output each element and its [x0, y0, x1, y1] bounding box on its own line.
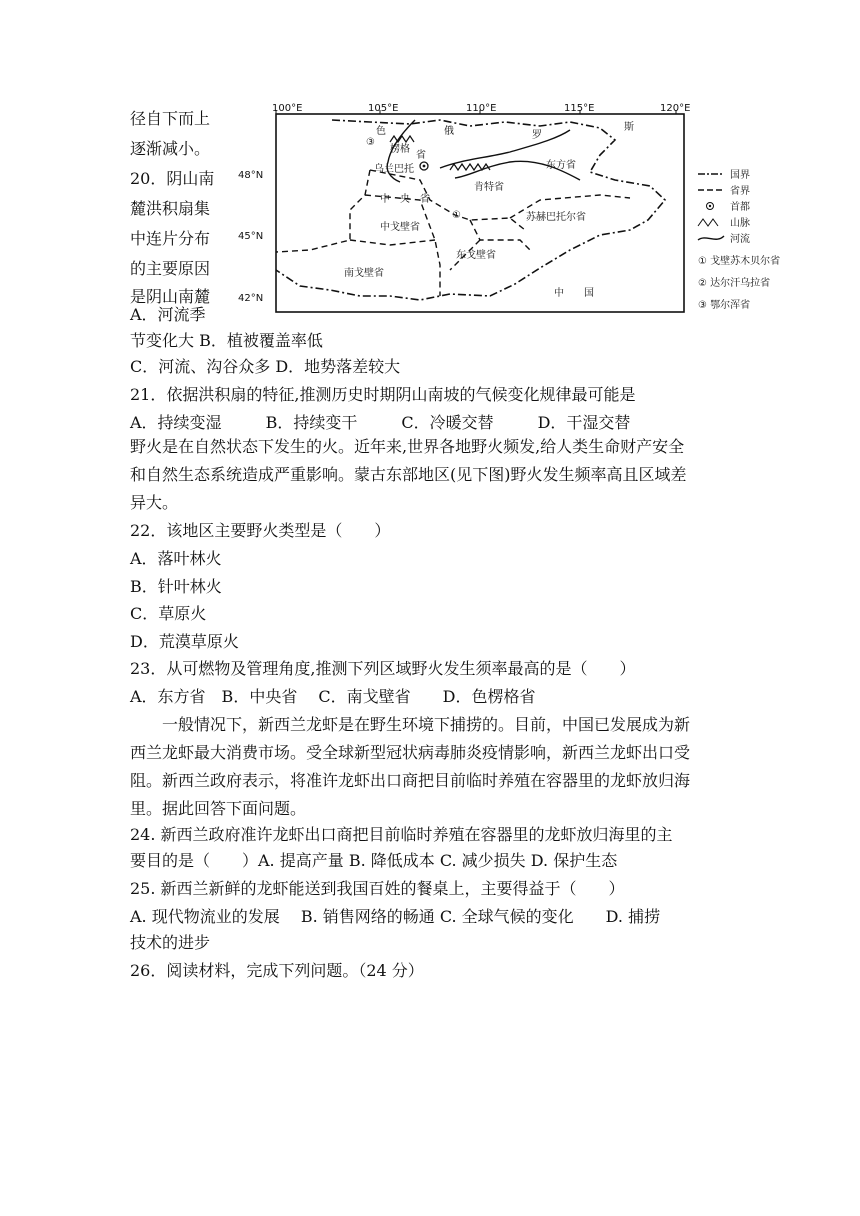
- passage2-line4: 里。据此回答下面问题。: [130, 799, 307, 818]
- q20-line3: C．河流、沟谷众多 D．地势落差较大: [130, 357, 401, 376]
- passage2-line3: 阻。新西兰政府表示，将准许龙虾出口商把目前临时养殖在容器里的龙虾放归海: [130, 771, 691, 790]
- q20-option-a: A．河流季: [130, 305, 206, 324]
- q20-line2: 节变化大 B．植被覆盖率低: [130, 331, 323, 350]
- q20-stem-5: 是阴山南麓: [130, 287, 211, 306]
- label-dongfang: 东方省: [546, 160, 576, 171]
- label-m1: ①: [452, 210, 461, 221]
- lon-label-120: 120°E: [660, 103, 691, 114]
- q21-option-d: D．干湿交替: [537, 413, 631, 432]
- q25-line3: 技术的进步: [130, 933, 211, 952]
- label-ulaanbaatar: 乌兰巴托: [374, 164, 414, 175]
- label-m3: ③: [366, 137, 375, 148]
- lon-label-105: 105°E: [368, 103, 399, 114]
- q21-stem: 21．依据洪积扇的特征,推测历史时期阴山南坡的气候变化规律最可能是: [130, 385, 636, 404]
- note-1: ① 戈壁苏木贝尔省: [698, 256, 781, 267]
- q19-tail-line2: 逐渐减小。: [130, 139, 211, 158]
- legend-mountain: 山脉: [730, 218, 750, 229]
- mongolia-map: [238, 100, 781, 320]
- label-donggobi: 东戈壁省: [456, 250, 496, 261]
- label-luo: 罗: [532, 130, 542, 141]
- q25-stem: 25. 新西兰新鲜的龙虾能送到我国百姓的餐桌上，主要得益于（ ）: [130, 879, 625, 898]
- q21-option-a: A．持续变湿: [130, 413, 222, 432]
- lat-label-48: 48°N: [238, 170, 264, 181]
- q22-option-b: B．针叶林火: [130, 577, 222, 596]
- passage1-line1: 野火是在自然状态下发生的火。近年来,世界各地野火频发,给人类生命财产安全: [130, 437, 685, 456]
- lon-label-115: 115°E: [564, 103, 595, 114]
- river-icon: [698, 236, 724, 240]
- label-si: 斯: [624, 122, 634, 133]
- legend-capital: 首都: [730, 202, 750, 213]
- passage1-line3: 异大。: [130, 493, 179, 512]
- lon-label-100: 100°E: [272, 103, 303, 114]
- q23-stem: 23．从可燃物及管理角度,推测下列区域野火发生须率最高的是（ ）: [130, 659, 636, 678]
- legend-border: 国界: [730, 170, 750, 181]
- q22-option-c: C．草原火: [130, 604, 207, 623]
- passage2-line2: 西兰龙虾最大消费市场。受全球新型冠状病毒肺炎疫情影响，新西兰龙虾出口受: [130, 743, 691, 762]
- q20-stem-4: 的主要原因: [130, 259, 211, 278]
- label-zhonggobi: 中戈壁省: [380, 222, 420, 233]
- label-selenge: 楞格: [390, 144, 410, 155]
- label-se: 色: [376, 126, 386, 137]
- passage2-line1: 一般情况下，新西兰龙虾是在野生环境下捕捞的。目前，中国已发展成为新: [162, 715, 691, 734]
- legend-river: 河流: [730, 234, 750, 245]
- label-sukhbaatar: 苏赫巴托尔省: [526, 212, 586, 223]
- lat-label-42: 42°N: [238, 293, 264, 304]
- q21-option-c: C．冷暖交替: [401, 413, 494, 432]
- mountain-icon: [698, 219, 718, 226]
- q20-stem-1: 20．阴山南: [130, 169, 215, 188]
- lat-label-45: 45°N: [238, 231, 264, 242]
- passage1-line2: 和自然生态系统造成严重影响。蒙古东部地区(见下图)野火发生频率高且区域差: [130, 465, 687, 484]
- lon-label-110: 110°E: [466, 103, 497, 114]
- label-e-russia: 俄: [444, 126, 454, 137]
- q22-option-d: D．荒漠草原火: [130, 632, 239, 651]
- q21-option-b: B．持续变干: [265, 413, 358, 432]
- legend-province: 省界: [730, 186, 750, 197]
- q21-options: [130, 412, 630, 434]
- q25-line2: A. 现代物流业的发展 B. 销售网络的畅通 C. 全球气候的变化 D. 捕捞: [130, 907, 661, 926]
- q22-stem: 22．该地区主要野火类型是（ ）: [130, 521, 391, 540]
- q24-line1: 24. 新西兰政府准许龙虾出口商把目前临时养殖在容器里的龙虾放归海里的主: [130, 825, 673, 844]
- q20-stem-3: 中连片分布: [130, 229, 211, 248]
- label-nangobi: 南戈壁省: [344, 268, 384, 279]
- q19-tail-line1: 径自下而上: [130, 109, 211, 128]
- label-ge: 省: [416, 150, 426, 161]
- note-3: ③ 鄂尔浑省: [698, 300, 751, 311]
- q26-stem: 26．阅读材料，完成下列问题。（24 分）: [130, 961, 424, 980]
- label-zhongyang: 中 央 省: [380, 194, 430, 205]
- q23-options: A．东方省 B．中央省 C．南戈壁省 D．色楞格省: [130, 687, 536, 706]
- label-kent: 肯特省: [474, 182, 504, 193]
- label-china: 中 国: [554, 288, 594, 299]
- note-2: ② 达尔汗乌拉省: [698, 278, 771, 289]
- q24-line2: 要目的是（ ）A. 提高产量 B. 降低成本 C. 减少损失 D. 保护生态: [130, 851, 618, 870]
- q22-option-a: A．落叶林火: [130, 549, 222, 568]
- map-legend: [698, 169, 780, 311]
- q20-stem-2: 麓洪积扇集: [130, 199, 211, 218]
